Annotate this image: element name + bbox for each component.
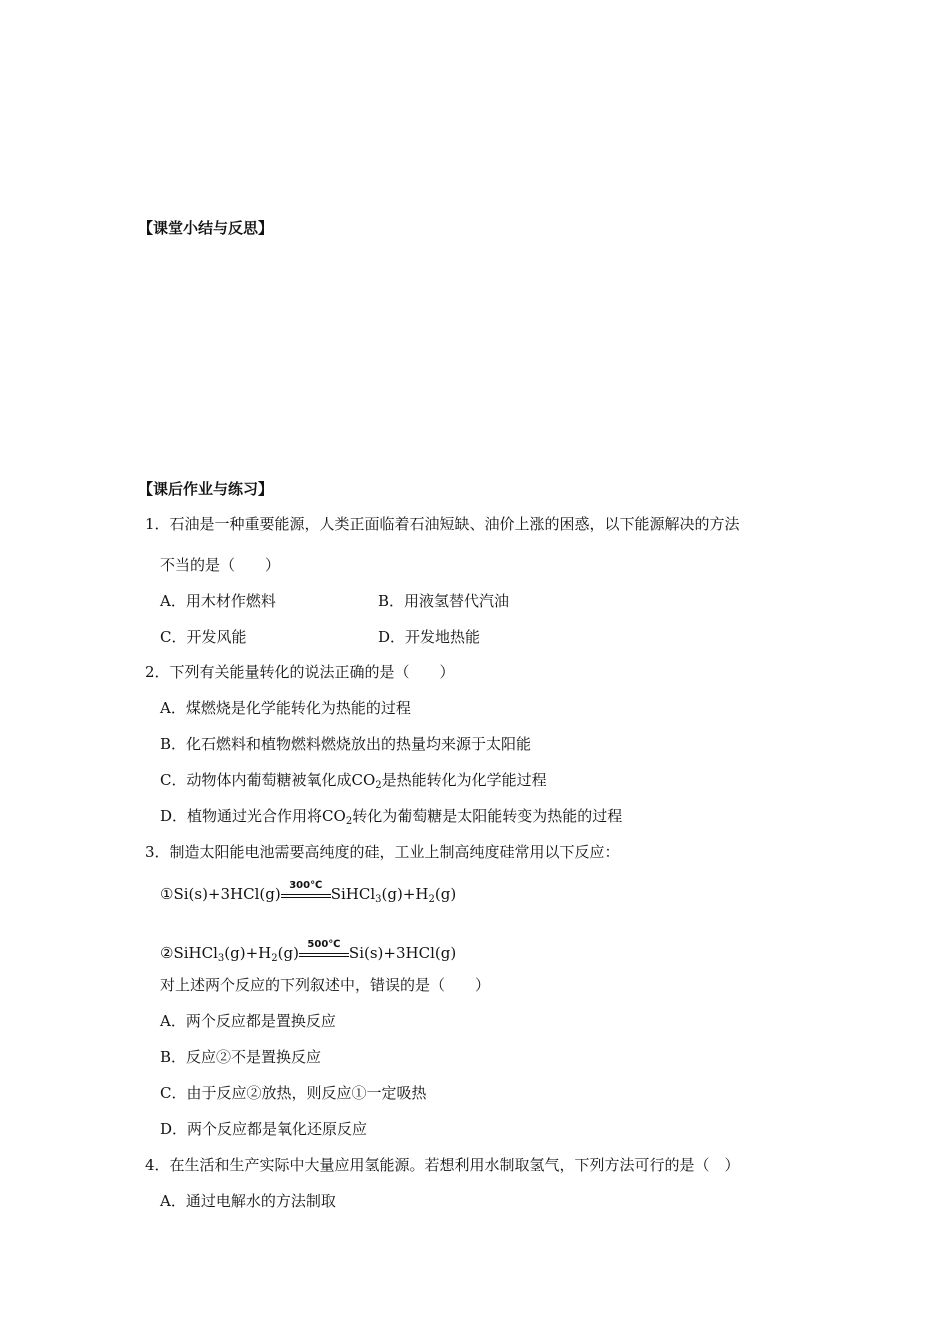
- reaction-condition-arrow: 500℃: [299, 943, 349, 963]
- q2-option-b: B．化石燃料和植物燃料燃烧放出的热量均来源于太阳能: [160, 735, 532, 753]
- q3-option-d: D．两个反应都是氧化还原反应: [160, 1120, 368, 1138]
- summary-heading: 【课堂小结与反思】: [138, 219, 274, 237]
- q1-options-row2: [160, 627, 480, 647]
- q1-option-c: C．开发风能: [160, 628, 247, 646]
- q2-option-d: D．植物通过光合作用将$CO_2$转化为葡萄糖是太阳能转变为热能的过程: [160, 807, 623, 827]
- q3-stem: 3．制造太阳能电池需要高纯度的硅，工业上制高纯度硅常用以下反应：: [145, 843, 620, 861]
- q3-prompt: 对上述两个反应的下列叙述中，错误的是（ ）: [160, 976, 491, 994]
- q1-option-a: A．用木材作燃料: [160, 592, 276, 610]
- q2-option-a: A．煤燃烧是化学能转化为热能的过程: [160, 699, 411, 717]
- q2-option-c: C．动物体内葡萄糖被氧化成$CO_2$是热能转化为化学能过程: [160, 771, 547, 791]
- q4-option-a: A．通过电解水的方法制取: [160, 1192, 336, 1210]
- q2-stem: 2．下列有关能量转化的说法正确的是（ ）: [145, 663, 455, 681]
- q1-options-row1: [160, 591, 509, 611]
- q3-option-a: A．两个反应都是置换反应: [160, 1012, 336, 1030]
- q1-option-b: B．用液氢替代汽油: [378, 592, 510, 610]
- q3-reaction-2: $②SiHCl_3(g)+H_2(g)$ 500℃ Si(s)+3HCl(g): [160, 939, 457, 964]
- q1-stem-line2: 不当的是（ ）: [160, 556, 281, 574]
- q3-option-b: B．反应②不是置换反应: [160, 1048, 322, 1066]
- homework-heading: 【课后作业与练习】: [138, 480, 274, 498]
- q3-option-c: C．由于反应②放热，则反应①一定吸热: [160, 1084, 427, 1102]
- q3-reaction-1: ①Si(s)+3HCl(g) 300℃ $SiHCl_3(g)+H_2(g)$: [160, 880, 457, 905]
- reaction-condition-arrow: 300℃: [281, 884, 331, 904]
- q1-stem-line1: 1．石油是一种重要能源，人类正面临着石油短缺、油价上涨的困惑，以下能源解决的方法: [145, 515, 740, 533]
- q1-option-d: D．开发地热能: [378, 628, 481, 646]
- q4-stem: 4．在生活和生产实际中大量应用氢能源。若想利用水制取氢气，下列方法可行的是（ ）: [145, 1156, 740, 1174]
